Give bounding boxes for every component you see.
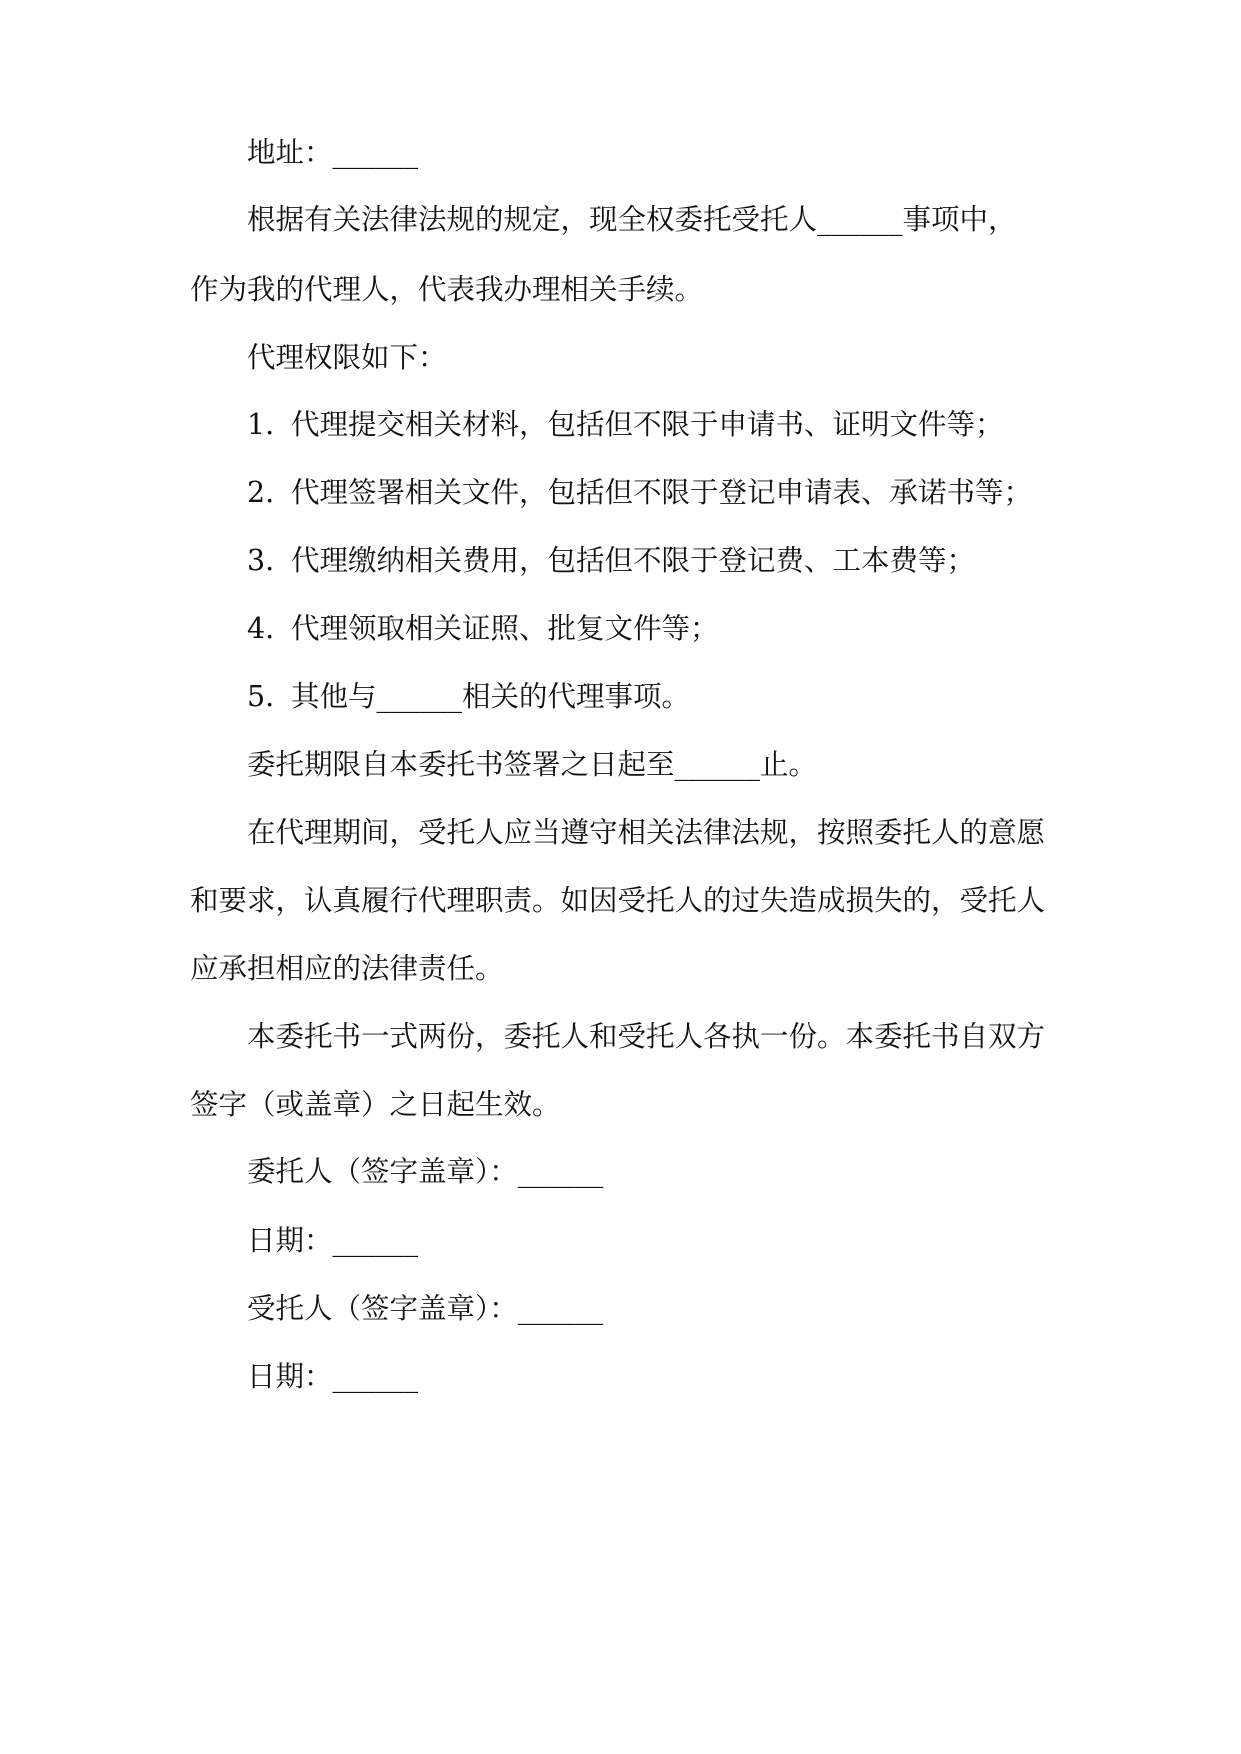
scope-item-number: 3. [247,544,275,577]
scope-item-number: 4. [247,612,275,645]
scope-heading: 代理权限如下： [247,341,447,374]
scope-item-text: 代理缴纳相关费用，包括但不限于登记费、工本费等； [291,544,976,577]
authorization-line-2: 作为我的代理人，代表我办理相关手续。 [190,273,704,306]
scope-item-number: 2. [247,476,275,509]
scope-item-number: 1. [247,408,275,441]
principal-date-line: 日期：______ [247,1224,419,1257]
copies-line-2: 签字（或盖章）之日起生效。 [190,1088,561,1121]
scope-item-text: 其他与______相关的代理事项。 [291,680,691,713]
duty-line-3: 应承担相应的法律责任。 [190,952,504,985]
agent-date-line: 日期：______ [247,1360,419,1393]
term-line: 委托期限自本委托书签署之日起至______止。 [247,748,818,781]
duty-line-2: 和要求，认真履行代理职责。如因受托人的过失造成损失的，受托人 [190,884,1046,917]
scope-item-text: 代理领取相关证照、批复文件等； [291,612,719,645]
scope-item-2 [247,473,1060,513]
scope-item-1 [247,405,1060,445]
scope-item-number: 5. [247,680,275,713]
scope-item-text: 代理签署相关文件，包括但不限于登记申请表、承诺书等； [291,476,1033,509]
agent-signature-line: 受托人（签字盖章）：______ [247,1292,604,1325]
scope-item-3 [247,541,1060,581]
scope-item-5 [247,677,1060,717]
scope-item-4 [247,609,1060,649]
copies-line-1: 本委托书一式两份，委托人和受托人各执一份。本委托书自双方 [247,1020,1046,1053]
principal-signature-line: 委托人（签字盖章）：______ [247,1155,604,1188]
duty-line-1: 在代理期间，受托人应当遵守相关法律法规，按照委托人的意愿 [247,816,1046,849]
authorization-line-1: 根据有关法律法规的规定，现全权委托受托人______事项中， [247,203,1017,236]
address-line: 地址：______ [247,136,419,169]
scope-item-text: 代理提交相关材料，包括但不限于申请书、证明文件等； [291,408,1004,441]
